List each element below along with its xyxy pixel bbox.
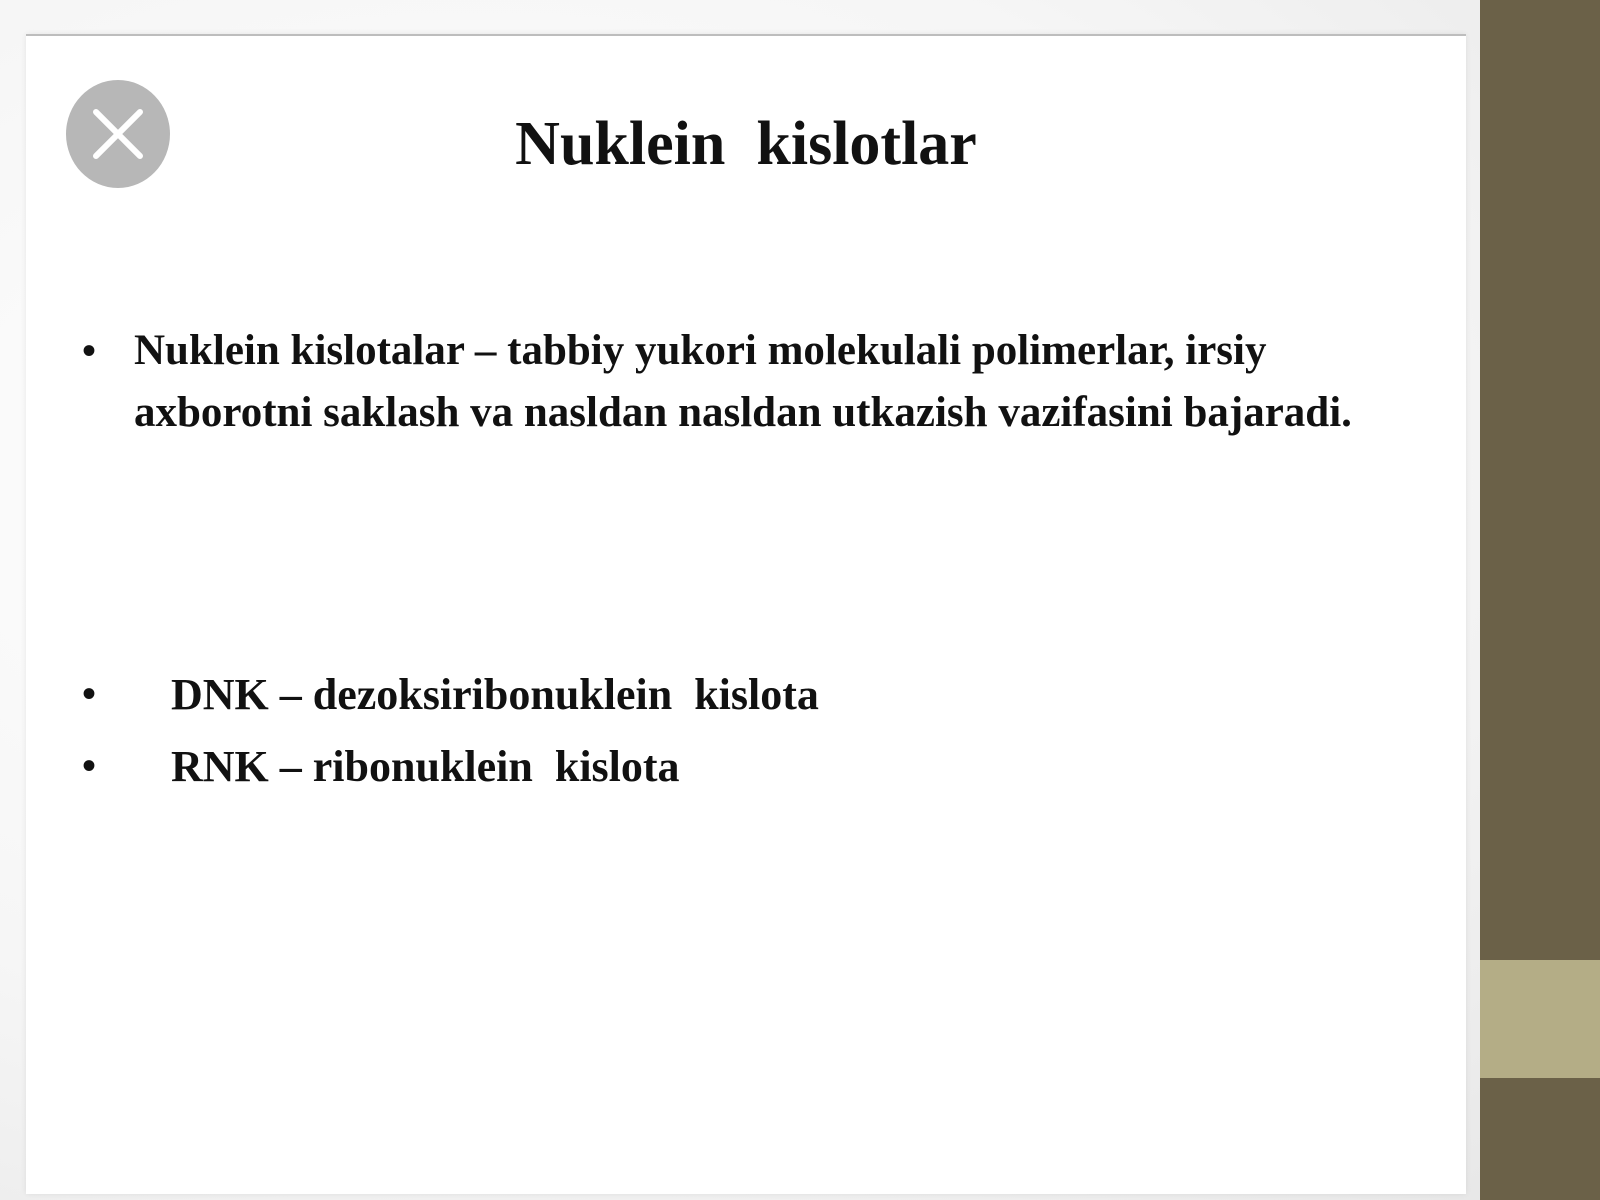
bullet-marker: • — [82, 743, 97, 788]
side-decor-accent — [1480, 960, 1600, 1078]
list-item: DNK – dezoksiribonuklein kislota — [171, 670, 819, 719]
list-item: RNK – ribonuklein kislota — [171, 742, 680, 791]
bullet-marker: • — [82, 328, 97, 373]
slide — [26, 34, 1466, 1194]
bullet-marker: • — [82, 671, 97, 716]
definition-paragraph: Nuklein kislotalar – tabbiy yukori molekulali polimerlar, irsiy axborotni saklash va nasldan nasldan utkazish vazifasini bajaradi. — [134, 327, 1352, 436]
slide-title: Nuklein kislotlar — [515, 110, 977, 178]
